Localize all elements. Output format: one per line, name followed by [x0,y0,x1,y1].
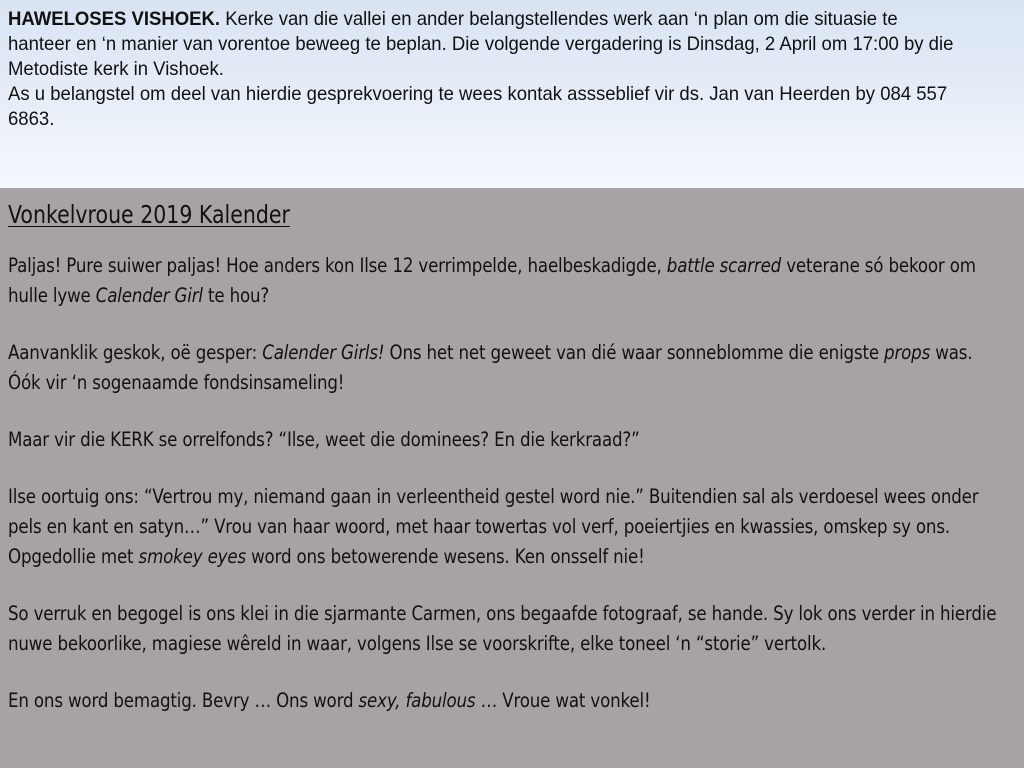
text-run: te hou? [202,284,270,307]
text-run: … Vroue wat vonkel! [475,689,651,712]
text-run: was. Óók vir ‘n sogenaamde fondsinsameling! [8,341,973,394]
text-run: Aanvanklik geskok, oë gesper: [8,341,263,364]
italic-run: sexy, fabulous [358,689,476,712]
notice-paragraph-1 [8,7,958,82]
text-run: Ons het net geweet van dié waar sonneblomme die enigste [384,341,885,364]
text-run: veterane só bekoor om hulle lywe [8,254,976,307]
notice-lead: HAWELOSES VISHOEK. [8,8,221,30]
calendar-paragraph-5: So verruk en begogel is ons klei in die sjarmante Carmen, ons begaafde fotograaf, se hande. Sy lok ons verder in hierdie nuwe bekoorlike, magiese wêreld in waar, volgens Ilse se voorskrifte, elke toneel ‘n “storie” vertolk. [8,602,997,655]
calendar-paragraph-2 [8,338,1008,398]
italic-run: battle scarred [666,254,782,277]
notice-text [8,7,958,132]
calendar-paragraph-1 [8,251,1008,311]
italic-run: Calender Girls! [262,341,385,364]
text-run: word ons betowerende wesens. Ken onsself nie! [245,545,645,568]
italic-run: props [884,341,931,364]
text-run: Ilse oortuig ons: “Vertrou my, niemand gaan in verleentheid gestel word nie.” Buitendien sal als verdoesel wees onder pels en kant en satyn…” Vrou van haar woord, met haar towertas vol verf, poeiertjies en kwassies, omskep sy ons. Opgedollie met [8,485,979,568]
notice-paragraph-2: As u belangstel om deel van hierdie gesprekvoering te wees kontak assseblief vir ds. Jan van Heerden by 084 557 6863. [8,83,948,130]
notice-panel [0,0,1024,188]
calendar-title: Vonkelvroue 2019 Kalender [8,200,290,229]
text-run: Paljas! Pure suiwer paljas! Hoe anders kon Ilse 12 verrimpelde, haelbeskadigde, [8,254,667,277]
calendar-paragraph-3: Maar vir die KERK se orrelfonds? “Ilse, weet die dominees? En die kerkraad?” [8,428,640,451]
text-run: En ons word bemagtig. Bevry … Ons word [8,689,359,712]
notice-text-1: Kerke van die vallei en ander belangstellendes werk aan ‘n plan om die situasie te hanteer en ‘n manier van vorentoe beweeg te beplan. Die volgende vergadering is Dinsdag, 2 April om 17:00 by die Metodiste kerk in Vishoek. [8,8,954,80]
calendar-body [8,251,1008,716]
calendar-paragraph-6 [8,686,1008,716]
calendar-panel [0,188,1024,768]
calendar-paragraph-4 [8,482,1008,572]
italic-run: Calender Girl [95,284,203,307]
italic-run: smokey eyes [138,545,246,568]
